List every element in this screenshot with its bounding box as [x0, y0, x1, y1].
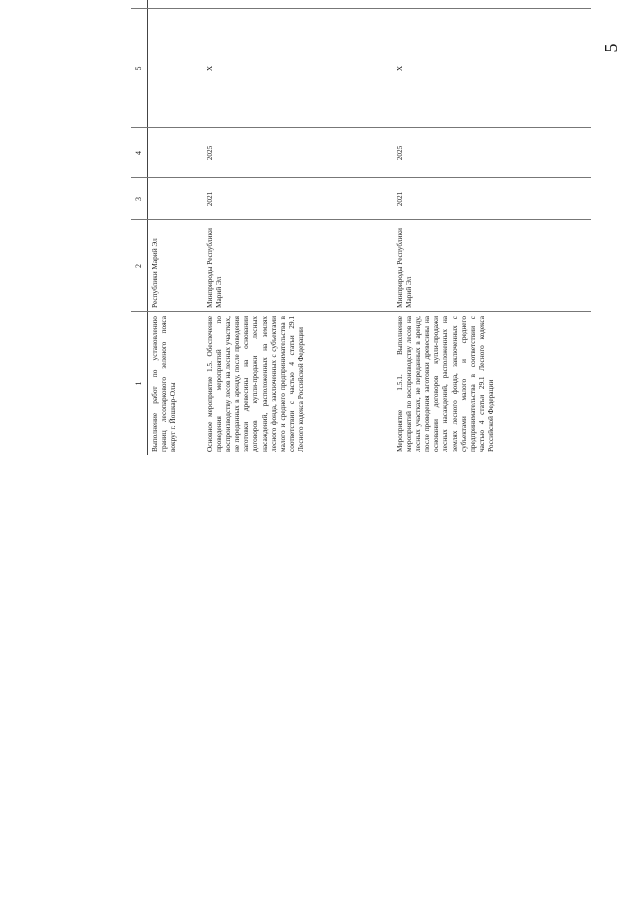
row-3-start-year: 2021 — [395, 191, 404, 207]
row-3-name: Мероприятие 1.5.1. Выполнение мероприятий по воспроизводству лесов на лесных участках, не переданных в аренду, после проведения заготовки древесины на основании договоров купли-продажи лесных насаждений, расположенных на землях лесного фонда, заключенных с субъектами малого и среднего предпринимательства в соответствии с частью 4 статьи 29.1 Лесного кодекса Российской Федерации — [395, 316, 495, 452]
column-divider — [131, 177, 591, 178]
row-3-end-year: 2025 — [395, 145, 404, 161]
row-2-code-3 — [231, 0, 240, 6]
column-divider — [131, 311, 591, 312]
row-1-code — [150, 0, 159, 6]
row-2-col5: X — [205, 65, 214, 72]
row-3-code-1 — [395, 0, 404, 6]
header-col-5: 5 — [134, 66, 143, 71]
row-3-col5: X — [395, 65, 404, 72]
header-col-3: 3 — [134, 197, 143, 201]
row-2-end-year: 2025 — [205, 145, 214, 161]
column-divider — [131, 8, 591, 9]
row-3-executor: Минприроды Республики Марий Эл — [395, 228, 414, 308]
row-2-executor: Минприроды Республики Марий Эл — [205, 228, 224, 308]
row-2-code-2 — [218, 0, 227, 6]
header-col-1: 1 — [134, 381, 143, 386]
header-col-4: 4 — [134, 151, 143, 155]
row-2-start-year: 2021 — [205, 191, 214, 207]
header-col-2: 2 — [134, 264, 143, 268]
row-2-code-1 — [205, 0, 214, 6]
row-3-code-3 — [423, 0, 432, 6]
table-header — [131, 0, 148, 455]
page-number: 5 — [601, 43, 621, 53]
column-divider — [131, 127, 591, 128]
program-table — [131, 0, 591, 455]
row-2-name: Основное мероприятие 1.5. Обеспечение проведения мероприятий по воспроизводству лесов на лесных участках, не переданных в аренду, после проведения заготовки древесины на основании договоров купли-продажи лесных насаждений, расположенных на землях лесного фонда, заключенных с субъектами малого и среднего предпринимательства в соответствии с частью 4 статьи 29.1 Лесного кодекса Российской Федерации — [205, 316, 305, 452]
row-1-executor: Республики Марий Эл — [150, 238, 159, 308]
column-divider — [131, 219, 591, 220]
row-1-name: Выполнение работ по установлению границ лесопаркового зеленого пояса вокруг г. Йошкар-Олы — [150, 316, 178, 452]
row-3-code-2 — [409, 0, 418, 6]
